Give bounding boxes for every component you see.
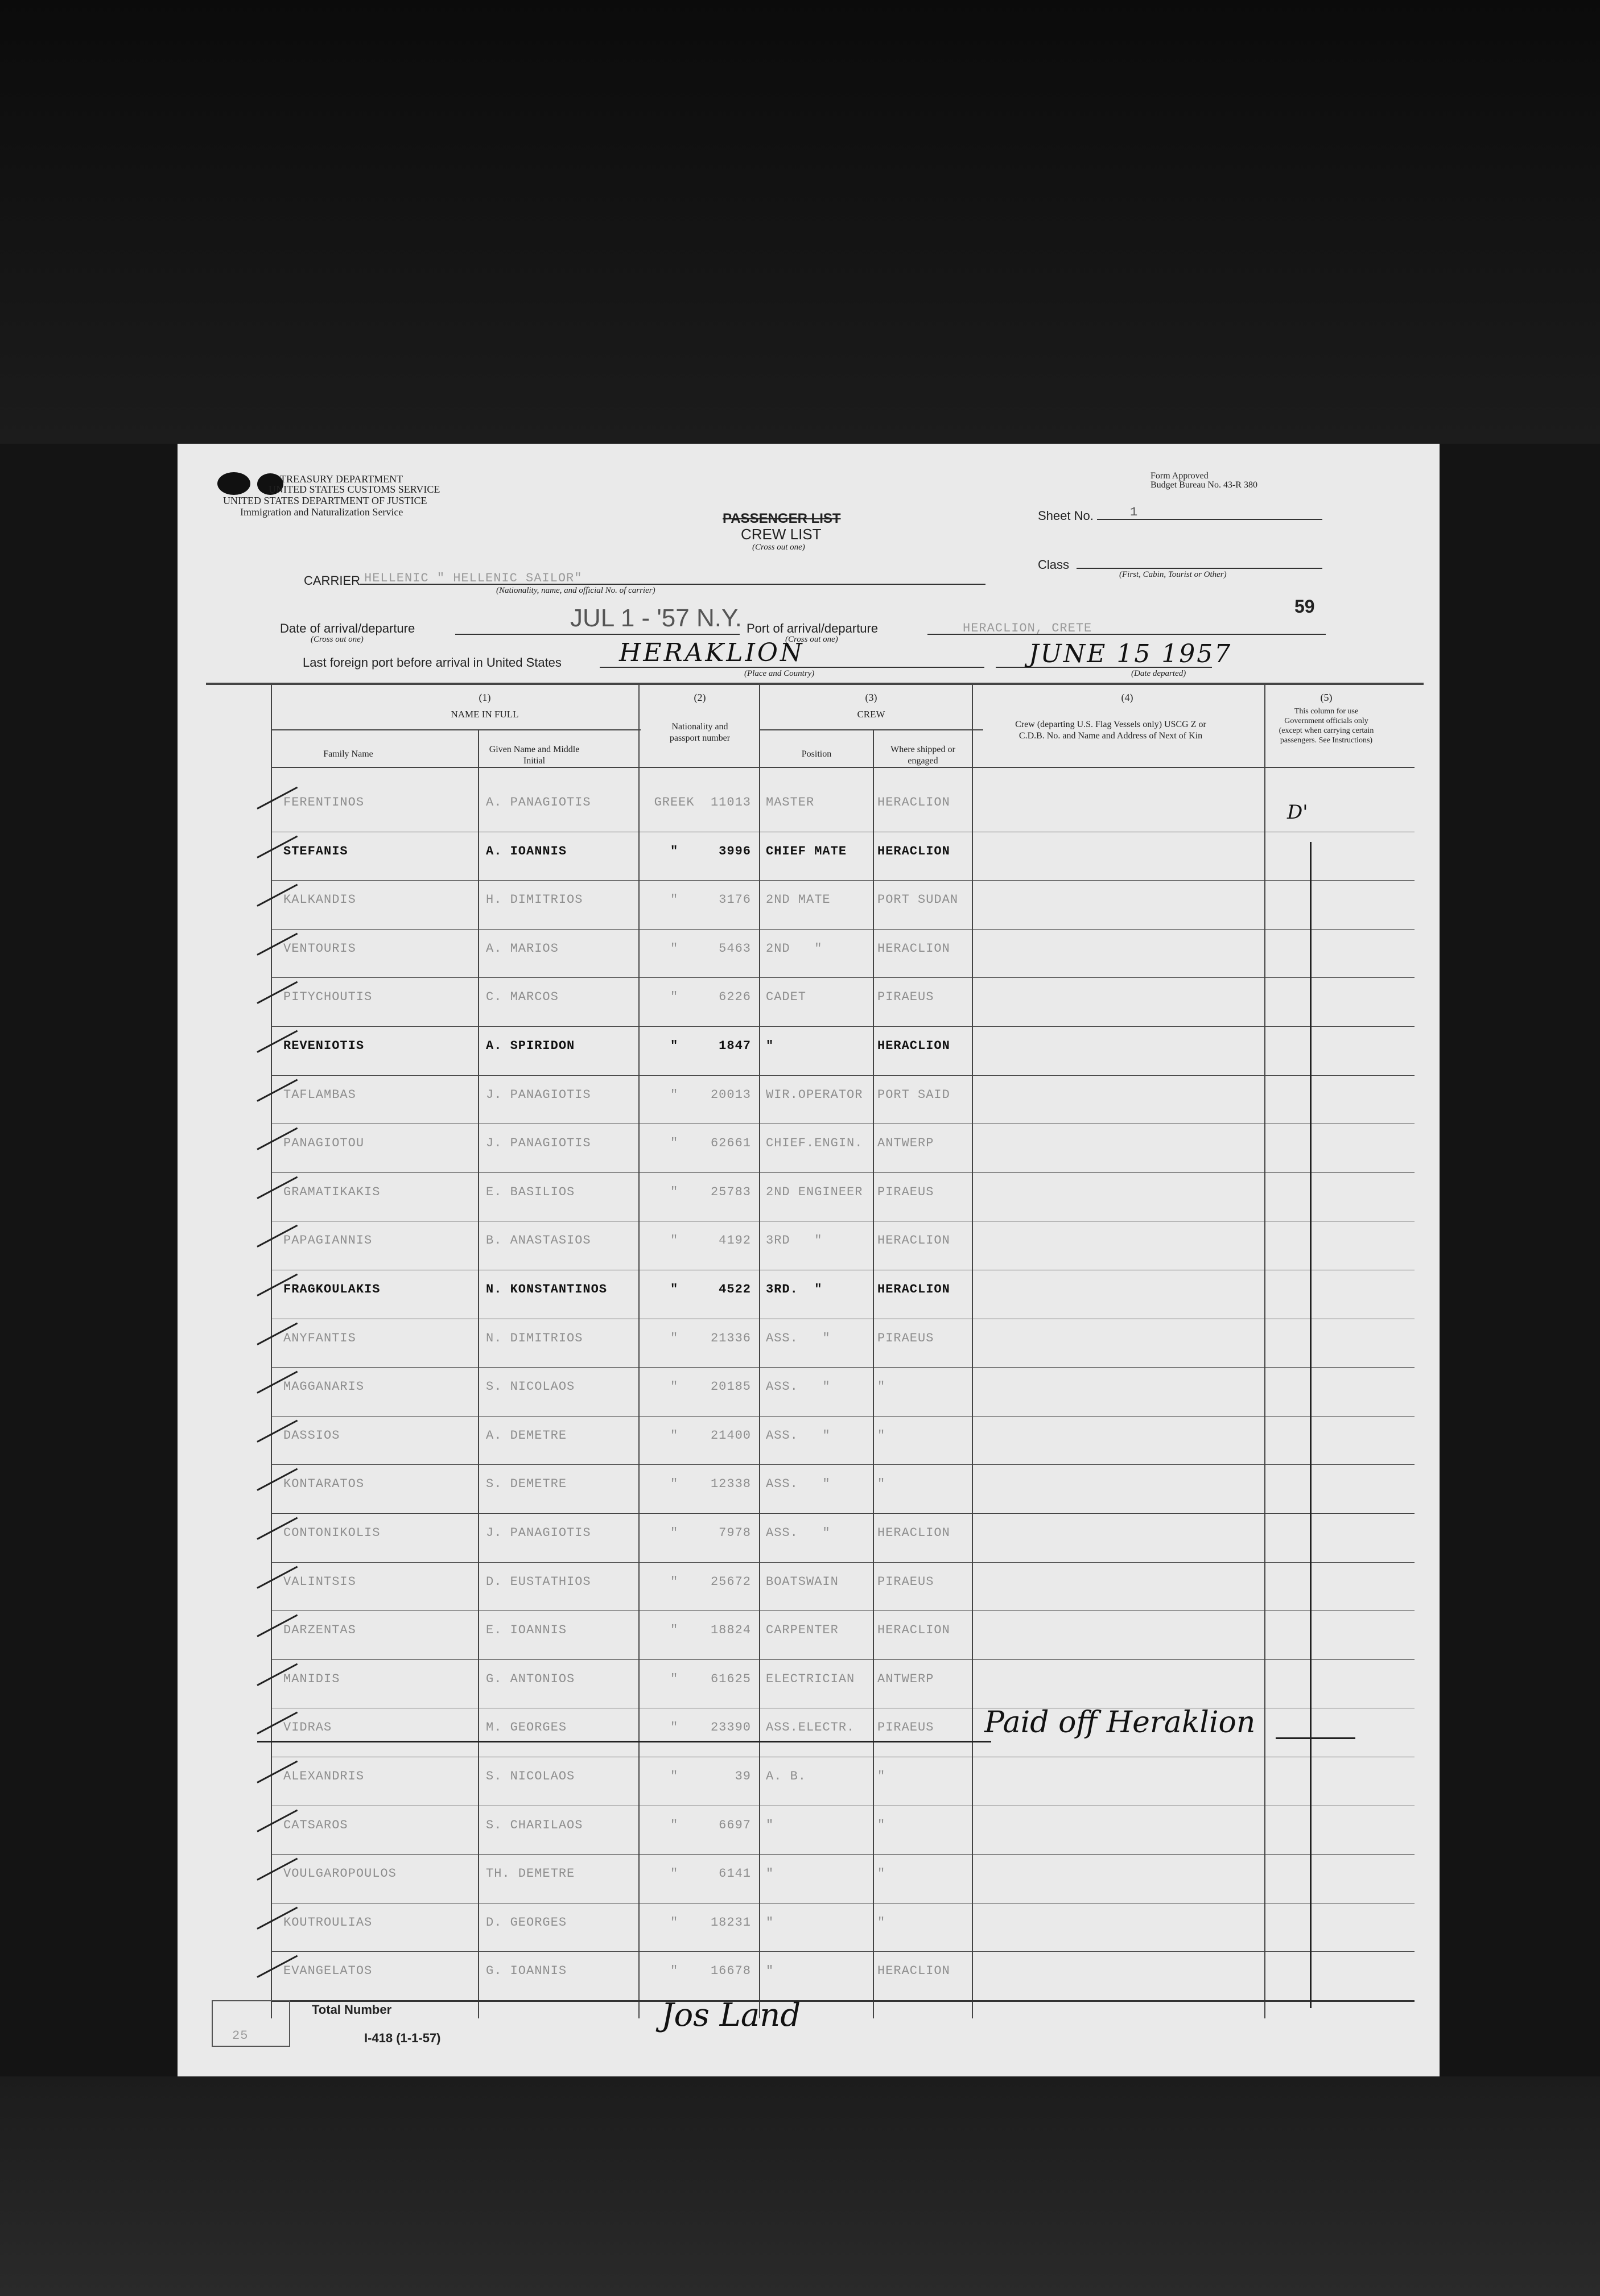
row-family-name: DARZENTAS: [283, 1623, 356, 1638]
row-given-name: N. DIMITRIOS: [486, 1331, 583, 1345]
agency-line-4: Immigration and Naturalization Service: [240, 506, 403, 518]
where-shipped-header: Where shipped or engaged: [890, 745, 955, 766]
row-position: CHIEF MATE: [766, 844, 847, 858]
date-departed-handwritten: JUNE 15 1957: [1029, 639, 1232, 668]
row-position: MASTER: [766, 795, 815, 810]
col4-title: Crew (departing U.S. Flag Vessels only) USCG Z or C.D.B. No. and Name and Address of Next of Kin: [1015, 720, 1206, 741]
total-number-box: [212, 2000, 290, 2047]
row-where-shipped: HERACLION: [877, 1282, 950, 1296]
row-rule: [271, 880, 1415, 881]
row-position: ": [766, 1964, 774, 1979]
row-family-name: ANYFANTIS: [283, 1331, 356, 1345]
family-name-header: Family Name: [323, 749, 373, 759]
class-label: Class: [1038, 558, 1070, 572]
col2-title: Nationality and passport number: [669, 722, 731, 743]
ink-stain: [217, 472, 250, 495]
row-rule: [271, 1854, 1415, 1855]
position-header: Position: [801, 749, 832, 759]
row-nationality-passport: " 4192: [670, 1233, 751, 1248]
page-number: 59: [1294, 596, 1315, 617]
row-position: 3RD. ": [766, 1282, 823, 1296]
row-position: ASS. ": [766, 1526, 831, 1540]
row-position: ASS. ": [766, 1380, 831, 1394]
col1-title: NAME IN FULL: [451, 709, 519, 720]
row-family-name: PANAGIOTOU: [283, 1136, 365, 1151]
given-name-header: Given Name and Middle Initial: [489, 745, 580, 766]
vidras-strike-line: [257, 1741, 991, 1742]
row-position: 2ND ENGINEER: [766, 1184, 863, 1199]
row-given-name: A. PANAGIOTIS: [486, 795, 591, 810]
dark-background-bottom: [0, 2076, 1600, 2296]
row-position: ASS. ": [766, 1331, 831, 1345]
last-port-value-handwritten: HERAKLION: [619, 638, 805, 667]
row-nationality-passport: " 21400: [670, 1428, 751, 1443]
row-rule: [271, 1416, 1415, 1417]
row-where-shipped: ": [877, 1915, 886, 1930]
table-bottom-rule: [271, 2000, 1415, 2002]
row-nationality-passport: " 20013: [670, 1087, 751, 1102]
row-family-name: VIDRAS: [283, 1720, 332, 1735]
row-where-shipped: ": [877, 1477, 886, 1492]
row-where-shipped: PIRAEUS: [877, 1574, 934, 1589]
row-given-name: A. IOANNIS: [486, 844, 567, 858]
row-rule: [271, 1464, 1415, 1465]
row-where-shipped: PIRAEUS: [877, 1184, 934, 1199]
row-given-name: E. IOANNIS: [486, 1623, 567, 1638]
col4-number: (4): [1121, 692, 1133, 703]
row-family-name: MANIDIS: [283, 1671, 340, 1686]
row-family-name: MAGGANARIS: [283, 1380, 365, 1394]
row-where-shipped: ": [877, 1866, 886, 1881]
row-given-name: A. MARIOS: [486, 941, 559, 956]
row-where-shipped: ": [877, 1428, 886, 1443]
list-title-struck: PASSENGER LIST: [723, 511, 841, 526]
row-given-name: TH. DEMETRE: [486, 1866, 575, 1881]
col-line-kin-official: [1264, 684, 1265, 2018]
row-rule: [271, 1075, 1415, 1076]
port-label: Port of arrival/departure: [747, 621, 879, 635]
row-where-shipped: HERACLION: [877, 1964, 950, 1979]
col5-ink-line: [1310, 842, 1312, 2008]
row-rule: [271, 1562, 1415, 1563]
row-position: ": [766, 1915, 774, 1930]
row-nationality-passport: " 1847: [670, 1039, 751, 1053]
row-position: ASS. ": [766, 1428, 831, 1443]
carrier-hint: (Nationality, name, and official No. of carrier): [496, 586, 655, 595]
row-rule: [271, 1026, 1415, 1027]
row-position: ": [766, 1039, 774, 1053]
row-nationality-passport: " 61625: [670, 1671, 751, 1686]
row-nationality-passport: " 18231: [670, 1915, 751, 1930]
header-subrule-name: [271, 729, 641, 730]
row-given-name: S. NICOLAOS: [486, 1769, 575, 1783]
row-given-name: J. PANAGIOTIS: [486, 1087, 591, 1102]
row-given-name: A. DEMETRE: [486, 1428, 567, 1443]
row-given-name: S. CHARILAOS: [486, 1818, 583, 1832]
row-nationality-passport: " 16678: [670, 1964, 751, 1979]
dark-background-top: [0, 0, 1600, 444]
col2-number: (2): [694, 692, 706, 703]
row-where-shipped: ANTWERP: [877, 1136, 934, 1151]
row-family-name: TAFLAMBAS: [283, 1087, 356, 1102]
row-nationality-passport: " 6226: [670, 990, 751, 1005]
agency-line-2: UNITED STATES CUSTOMS SERVICE: [269, 484, 440, 495]
row-given-name: C. MARCOS: [486, 990, 559, 1005]
row-rule: [271, 977, 1415, 978]
row-where-shipped: ANTWERP: [877, 1671, 934, 1686]
cross-out-hint: (Cross out one): [752, 543, 805, 552]
total-number-label: Total Number: [312, 2002, 392, 2017]
col-line-left: [271, 684, 272, 2018]
row-family-name: FERENTINOS: [283, 795, 365, 810]
col1-number: (1): [479, 692, 491, 703]
row-where-shipped: HERACLION: [877, 1623, 950, 1638]
row-given-name: S. NICOLAOS: [486, 1380, 575, 1394]
row-given-name: M. GEORGES: [486, 1720, 567, 1735]
row-rule: [271, 1659, 1415, 1660]
row-rule: [271, 1172, 1415, 1173]
col3-title: CREW: [857, 709, 885, 720]
row-position: CARPENTER: [766, 1623, 839, 1638]
row-given-name: G. ANTONIOS: [486, 1671, 575, 1686]
date-label: Date of arrival/departure: [280, 621, 415, 635]
agency-line-3: UNITED STATES DEPARTMENT OF JUSTICE: [223, 495, 427, 506]
row-where-shipped: HERACLION: [877, 795, 950, 810]
header-subrule-crew: [759, 729, 983, 730]
date-cross-hint: (Cross out one): [311, 635, 364, 644]
row-where-shipped: HERACLION: [877, 1039, 950, 1053]
row-nationality-passport: " 7978: [670, 1526, 751, 1540]
row-where-shipped: HERACLION: [877, 844, 950, 858]
row-nationality-passport: " 12338: [670, 1477, 751, 1492]
col3-number: (3): [865, 692, 877, 703]
col5-number: (5): [1320, 692, 1333, 703]
date-value-stamp: JUL 1 - '57 N.Y.: [570, 604, 742, 632]
row-position: ELECTRICIAN: [766, 1671, 855, 1686]
agency-line-1: TREASURY DEPARTMENT: [280, 473, 403, 485]
row-family-name: STEFANIS: [283, 844, 348, 858]
row-where-shipped: ": [877, 1818, 886, 1832]
row-given-name: D. EUSTATHIOS: [486, 1574, 591, 1589]
row-where-shipped: PORT SUDAN: [877, 893, 959, 907]
row-given-name: E. BASILIOS: [486, 1184, 575, 1199]
row-position: ": [766, 1866, 774, 1881]
row-family-name: ALEXANDRIS: [283, 1769, 365, 1783]
row-where-shipped: HERACLION: [877, 1233, 950, 1248]
crew-list-document: [178, 444, 1440, 2076]
row-family-name: KALKANDIS: [283, 893, 356, 907]
paid-off-annotation: Paid off Heraklion: [984, 1706, 1256, 1740]
row-given-name: D. GEORGES: [486, 1915, 567, 1930]
row-position: 2ND MATE: [766, 893, 831, 907]
row-where-shipped: PIRAEUS: [877, 1720, 934, 1735]
row-given-name: H. DIMITRIOS: [486, 893, 583, 907]
place-hint: (Place and Country): [744, 669, 815, 678]
form-approved: Form Approved: [1150, 471, 1209, 481]
row-family-name: DASSIOS: [283, 1428, 340, 1443]
row-where-shipped: PIRAEUS: [877, 990, 934, 1005]
row-nationality-passport: " 20185: [670, 1380, 751, 1394]
row-nationality-passport: " 62661: [670, 1136, 751, 1151]
row-where-shipped: ": [877, 1380, 886, 1394]
class-underline: [1077, 568, 1322, 569]
col-line-family-given: [478, 729, 479, 2018]
last-port-label: Last foreign port before arrival in United States: [303, 655, 562, 670]
row-nationality-passport: " 6697: [670, 1818, 751, 1832]
row-nationality-passport: " 21336: [670, 1331, 751, 1345]
row-family-name: VOULGAROPOULOS: [283, 1866, 397, 1881]
row-position: ASS. ": [766, 1477, 831, 1492]
row-nationality-passport: " 3176: [670, 893, 751, 907]
carrier-label: CARRIER: [304, 573, 361, 588]
total-number-value: 25: [232, 2029, 249, 2043]
row-nationality-passport: " 25783: [670, 1184, 751, 1199]
budget-bureau: Budget Bureau No. 43-R 380: [1150, 480, 1257, 490]
carrier-value: HELLENIC " HELLENIC SAILOR": [364, 571, 583, 585]
col-line-pos-shipped: [873, 729, 874, 2018]
row-where-shipped: HERACLION: [877, 941, 950, 956]
col5-handwritten-mark: D': [1287, 801, 1308, 824]
row-family-name: PITYCHOUTIS: [283, 990, 373, 1005]
row-nationality-passport: " 25672: [670, 1574, 751, 1589]
row-position: CHIEF.ENGIN.: [766, 1136, 863, 1151]
row-family-name: VENTOURIS: [283, 941, 356, 956]
footer-signature: Jos Land: [661, 1997, 801, 2034]
row-where-shipped: PORT SAID: [877, 1087, 950, 1102]
row-given-name: B. ANASTASIOS: [486, 1233, 591, 1248]
row-position: 2ND ": [766, 941, 823, 956]
row-family-name: VALINTSIS: [283, 1574, 356, 1589]
row-nationality-passport: " 18824: [670, 1623, 751, 1638]
row-position: CADET: [766, 990, 807, 1005]
row-nationality-passport: " 5463: [670, 941, 751, 956]
form-number: I-418 (1-1-57): [364, 2031, 441, 2045]
row-rule: [271, 1951, 1415, 1952]
col-line-nat-pos: [759, 684, 760, 2018]
port-cross-hint: (Cross out one): [785, 635, 838, 644]
row-nationality-passport: " 6141: [670, 1866, 751, 1881]
table-top-rule: [206, 683, 1424, 685]
row-where-shipped: PIRAEUS: [877, 1331, 934, 1345]
row-family-name: KONTARATOS: [283, 1477, 365, 1492]
row-position: BOATSWAIN: [766, 1574, 839, 1589]
row-given-name: S. DEMETRE: [486, 1477, 567, 1492]
row-position: ASS.ELECTR.: [766, 1720, 855, 1735]
row-nationality-passport: " 4522: [670, 1282, 751, 1296]
row-family-name: PAPAGIANNIS: [283, 1233, 373, 1248]
row-family-name: GRAMATIKAKIS: [283, 1184, 381, 1199]
row-where-shipped: ": [877, 1769, 886, 1783]
row-position: A. B.: [766, 1769, 807, 1783]
sheet-no-value: 1: [1130, 505, 1139, 519]
col-line-shipped-kin: [972, 684, 973, 2018]
row-given-name: J. PANAGIOTIS: [486, 1526, 591, 1540]
list-title: CREW LIST: [741, 526, 822, 543]
date-departed-hint: (Date departed): [1131, 669, 1186, 678]
row-family-name: KOUTROULIAS: [283, 1915, 373, 1930]
row-position: 3RD ": [766, 1233, 823, 1248]
row-family-name: EVANGELATOS: [283, 1964, 373, 1979]
class-hint: (First, Cabin, Tourist or Other): [1119, 570, 1227, 579]
row-position: WIR.OPERATOR: [766, 1087, 863, 1102]
row-where-shipped: HERACLION: [877, 1526, 950, 1540]
row-given-name: A. SPIRIDON: [486, 1039, 575, 1053]
row-family-name: REVENIOTIS: [283, 1039, 365, 1053]
row-given-name: G. IOANNIS: [486, 1964, 567, 1979]
row-rule: [271, 929, 1415, 930]
row-rule: [271, 1513, 1415, 1514]
date-underline: [455, 634, 740, 635]
row-given-name: J. PANAGIOTIS: [486, 1136, 591, 1151]
row-family-name: CATSAROS: [283, 1818, 348, 1832]
row-rule: [271, 1367, 1415, 1368]
row-nationality-passport: " 23390: [670, 1720, 751, 1735]
row-family-name: CONTONIKOLIS: [283, 1526, 381, 1540]
row-family-name: FRAGKOULAKIS: [283, 1282, 381, 1296]
col5-ink-tick: [1276, 1737, 1355, 1739]
port-value: HERACLION, CRETE: [963, 621, 1092, 635]
header-bottom-rule: [271, 767, 1415, 768]
sheet-no-label: Sheet No.: [1038, 509, 1094, 523]
row-nationality-passport: " 39: [670, 1769, 751, 1783]
row-nationality-passport: " 3996: [670, 844, 751, 858]
row-given-name: N. KONSTANTINOS: [486, 1282, 608, 1296]
row-nationality-passport: GREEK 11013: [654, 795, 751, 810]
row-rule: [271, 1610, 1415, 1611]
row-position: ": [766, 1818, 774, 1832]
col5-title: This column for use Government officials only (except when carrying certain passengers. See Instructions): [1279, 707, 1374, 745]
